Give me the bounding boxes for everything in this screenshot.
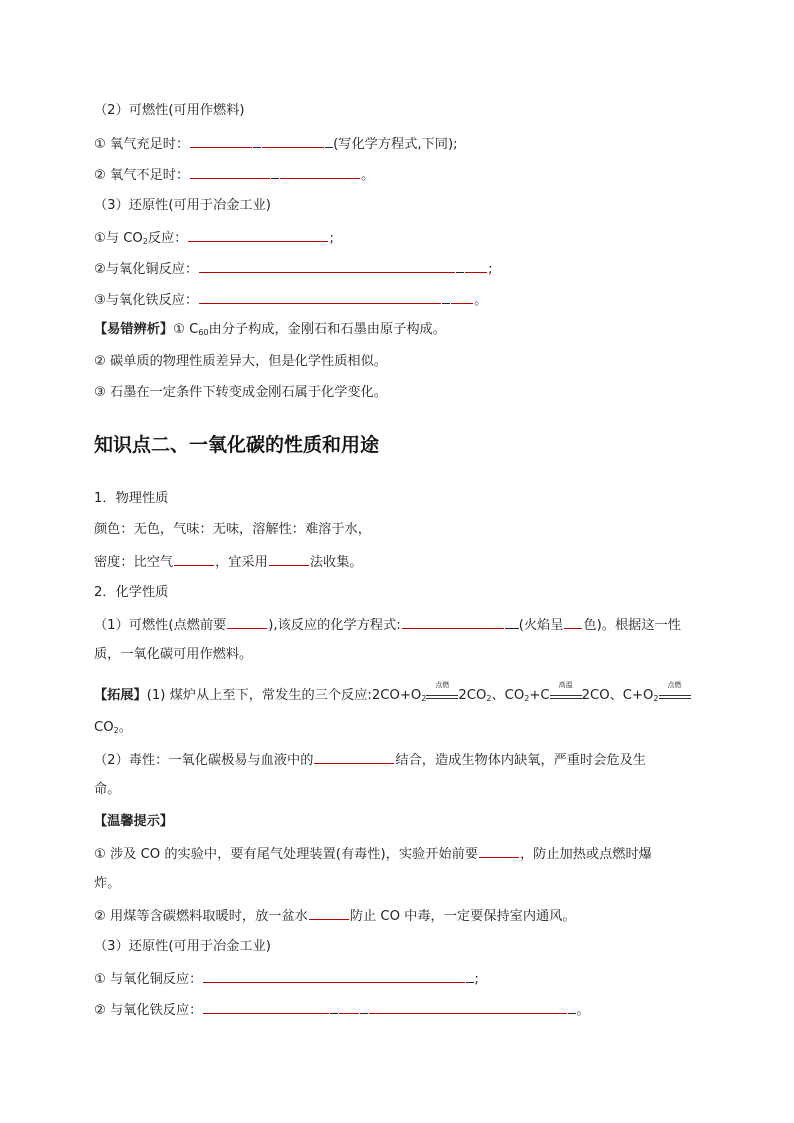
extension-line2: $CO_2$。 (94, 720, 132, 735)
section-heading: 知识点二、一氧化碳的性质和用途 (94, 434, 380, 456)
reduce-co2-line: ①与 $CO_2$反应： ; (94, 228, 334, 251)
answer-blank[interactable] (369, 1000, 567, 1014)
reaction-condition: 点燃 (426, 691, 458, 699)
o2-sufficient-line: ① 氧气充足时： (写化学方程式,下同); (94, 134, 458, 154)
error-analysis-line2: ② 碳单质的物理性质差异大，但是化学性质相似。 (94, 354, 387, 369)
answer-blank[interactable] (269, 552, 309, 566)
tips-line2: 炸。 (94, 876, 121, 891)
answer-blank[interactable] (199, 290, 441, 304)
reduce-cuo-line: ②与氧化铜反应： ; (94, 259, 493, 279)
answer-blank[interactable] (314, 750, 394, 764)
answer-blank[interactable] (199, 259, 455, 273)
answer-blank[interactable] (203, 969, 465, 983)
answer-blank[interactable] (564, 615, 582, 629)
answer-blank[interactable] (174, 552, 214, 566)
error-analysis-line3: ③ 石墨在一定条件下转变成金刚石属于化学变化。 (94, 385, 387, 400)
answer-blank[interactable] (262, 134, 324, 148)
reaction-condition: 点燃 (659, 691, 691, 699)
answer-blank[interactable] (190, 134, 252, 148)
error-analysis-line1: 【易错辨析】① $C_{60}$由分子构成，金刚石和石墨由原子构成。 (94, 322, 446, 337)
co-reduce-fe2o3-line: ② 与氧化铁反应： 。 (94, 1000, 590, 1020)
answer-blank[interactable] (280, 165, 360, 179)
answer-blank[interactable] (203, 1000, 329, 1014)
physical-props-line2: 密度：比空气 ，宜采用 法收集。 (94, 552, 363, 572)
co-reduce-cuo-line: ① 与氧化铜反应： ; (94, 969, 479, 989)
answer-blank[interactable] (309, 906, 349, 920)
extension-line: 【拓展】(1) 煤炉从上至下，常发生的三个反应$:2CO+O_2$ 点燃 $2CO_2$、$CO_2+C$ 高温 2CO、$C+O_2$ 点燃 (94, 687, 691, 708)
answer-blank[interactable] (227, 615, 267, 629)
o2-insufficient-line: ② 氧气不足时： 。 (94, 165, 374, 185)
answer-blank[interactable] (402, 615, 504, 629)
section-combustibility: （2）可燃性(可用作燃料) (94, 103, 245, 118)
physical-props-line1: 颜色：无色，气味：无味，溶解性：难溶于水， (94, 522, 371, 537)
tips-title: 【温馨提示】 (94, 814, 174, 829)
reduce-fe2o3-line: ③与氧化铁反应： 。 (94, 290, 487, 310)
section-reducibility: （3）还原性(可用于冶金工业) (94, 198, 271, 213)
chemical-props-title: 2．化学性质 (94, 585, 169, 600)
answer-blank[interactable] (479, 844, 519, 858)
toxicity-line2: 命。 (94, 782, 121, 797)
answer-blank[interactable] (465, 259, 487, 273)
physical-props-title: 1．物理性质 (94, 491, 169, 506)
co-reducibility-title: （3）还原性(可用于冶金工业) (94, 939, 271, 954)
toxicity-line1: （2）毒性：一氧化碳极易与血液中的 结合，造成生物体内缺氧，严重时会危及生 (94, 750, 646, 770)
tips-line3: ② 用煤等含碳燃料取暖时，放一盆水 防止 CO 中毒，一定要保持室内通风。 (94, 906, 576, 926)
answer-blank[interactable] (190, 165, 270, 179)
answer-blank[interactable] (339, 1000, 359, 1014)
combustibility-line1: （1）可燃性(点燃前要 ),该反应的化学方程式: (火焰呈 色)。根据这一性 (94, 615, 681, 635)
answer-blank[interactable] (451, 290, 473, 304)
combustibility-line2: 质，一氧化碳可用作燃料。 (94, 647, 253, 662)
answer-blank[interactable] (188, 228, 328, 242)
tips-line1: ① 涉及 CO 的实验中，要有尾气处理装置(有毒性)，实验开始前要 ，防止加热或点燃时爆 (94, 844, 652, 864)
reaction-condition: 高温 (550, 691, 582, 699)
